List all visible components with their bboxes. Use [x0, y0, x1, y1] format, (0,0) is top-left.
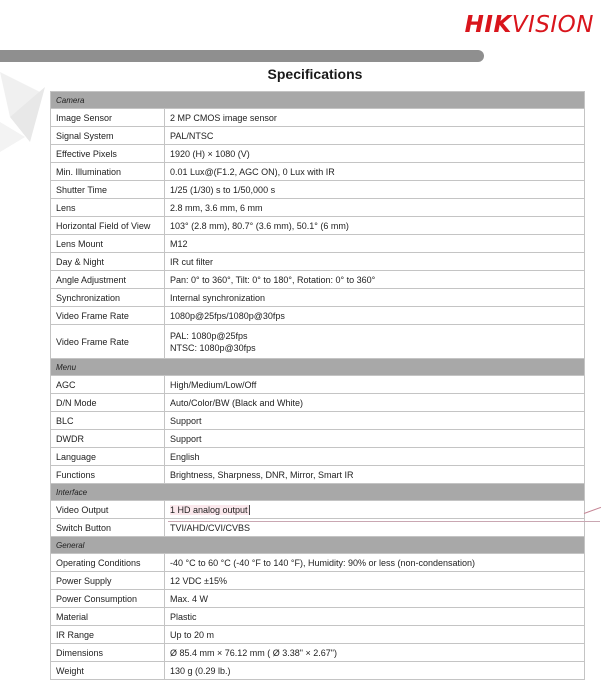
section-header-interface: Interface: [51, 484, 585, 501]
table-row: Power Supply 12 VDC ±15%: [51, 572, 585, 590]
table-row: Language English: [51, 448, 585, 466]
table-row: Material Plastic: [51, 608, 585, 626]
table-row: Operating Conditions -40 °C to 60 °C (-40 °F to 140 °F), Humidity: 90% or less (non-condensation): [51, 554, 585, 572]
table-row: Functions Brightness, Sharpness, DNR, Mirror, Smart IR: [51, 466, 585, 484]
table-row: IR Range Up to 20 m: [51, 626, 585, 644]
table-row: Video Output 1 HD analog output: [51, 501, 585, 519]
table-row: Day & Night IR cut filter: [51, 253, 585, 271]
table-row: DWDR Support: [51, 430, 585, 448]
table-row: Lens 2.8 mm, 3.6 mm, 6 mm: [51, 199, 585, 217]
section-header-menu: Menu: [51, 359, 585, 376]
table-row: Image Sensor 2 MP CMOS image sensor: [51, 109, 585, 127]
table-row: Effective Pixels 1920 (H) × 1080 (V): [51, 145, 585, 163]
spec-table: [50, 91, 585, 680]
table-row: Signal System PAL/NTSC: [51, 127, 585, 145]
value-cell[interactable]: [165, 501, 585, 519]
comment-connector-line: [168, 521, 600, 522]
hikvision-logo: HIKVISION: [464, 12, 594, 38]
table-row: Dimensions Ø 85.4 mm × 76.12 mm ( Ø 3.38" × 2.67"): [51, 644, 585, 662]
table-row: Video Frame Rate PAL: 1080p@25fps NTSC: 1080p@30fps: [51, 325, 585, 359]
section-header-general: General: [51, 537, 585, 554]
selected-text[interactable]: 1 HD analog output: [170, 504, 248, 515]
table-row: BLC Support: [51, 412, 585, 430]
table-row: Weight 130 g (0.29 lb.): [51, 662, 585, 680]
table-row: D/N Mode Auto/Color/BW (Black and White): [51, 394, 585, 412]
comment-connector-tail: [584, 507, 601, 514]
table-row: Lens Mount M12: [51, 235, 585, 253]
table-row: Min. Illumination 0.01 Lux@(F1.2, AGC ON), 0 Lux with IR: [51, 163, 585, 181]
table-row: Power Consumption Max. 4 W: [51, 590, 585, 608]
table-row: Switch Button TVI/AHD/CVI/CVBS: [51, 519, 585, 537]
table-row: Angle Adjustment Pan: 0° to 360°, Tilt: 0° to 180°, Rotation: 0° to 360°: [51, 271, 585, 289]
table-row: Video Frame Rate 1080p@25fps/1080p@30fps: [51, 307, 585, 325]
section-header-camera: Camera: [51, 92, 585, 109]
table-row: Synchronization Internal synchronization: [51, 289, 585, 307]
table-row: AGC High/Medium/Low/Off: [51, 376, 585, 394]
value-cell: PAL: 1080p@25fps NTSC: 1080p@30fps: [165, 325, 585, 359]
table-row: Shutter Time 1/25 (1/30) s to 1/50,000 s: [51, 181, 585, 199]
page-title: Specifications: [267, 66, 363, 82]
header-bar: [0, 50, 484, 62]
table-row: Horizontal Field of View 103° (2.8 mm), 80.7° (3.6 mm), 50.1° (6 mm): [51, 217, 585, 235]
